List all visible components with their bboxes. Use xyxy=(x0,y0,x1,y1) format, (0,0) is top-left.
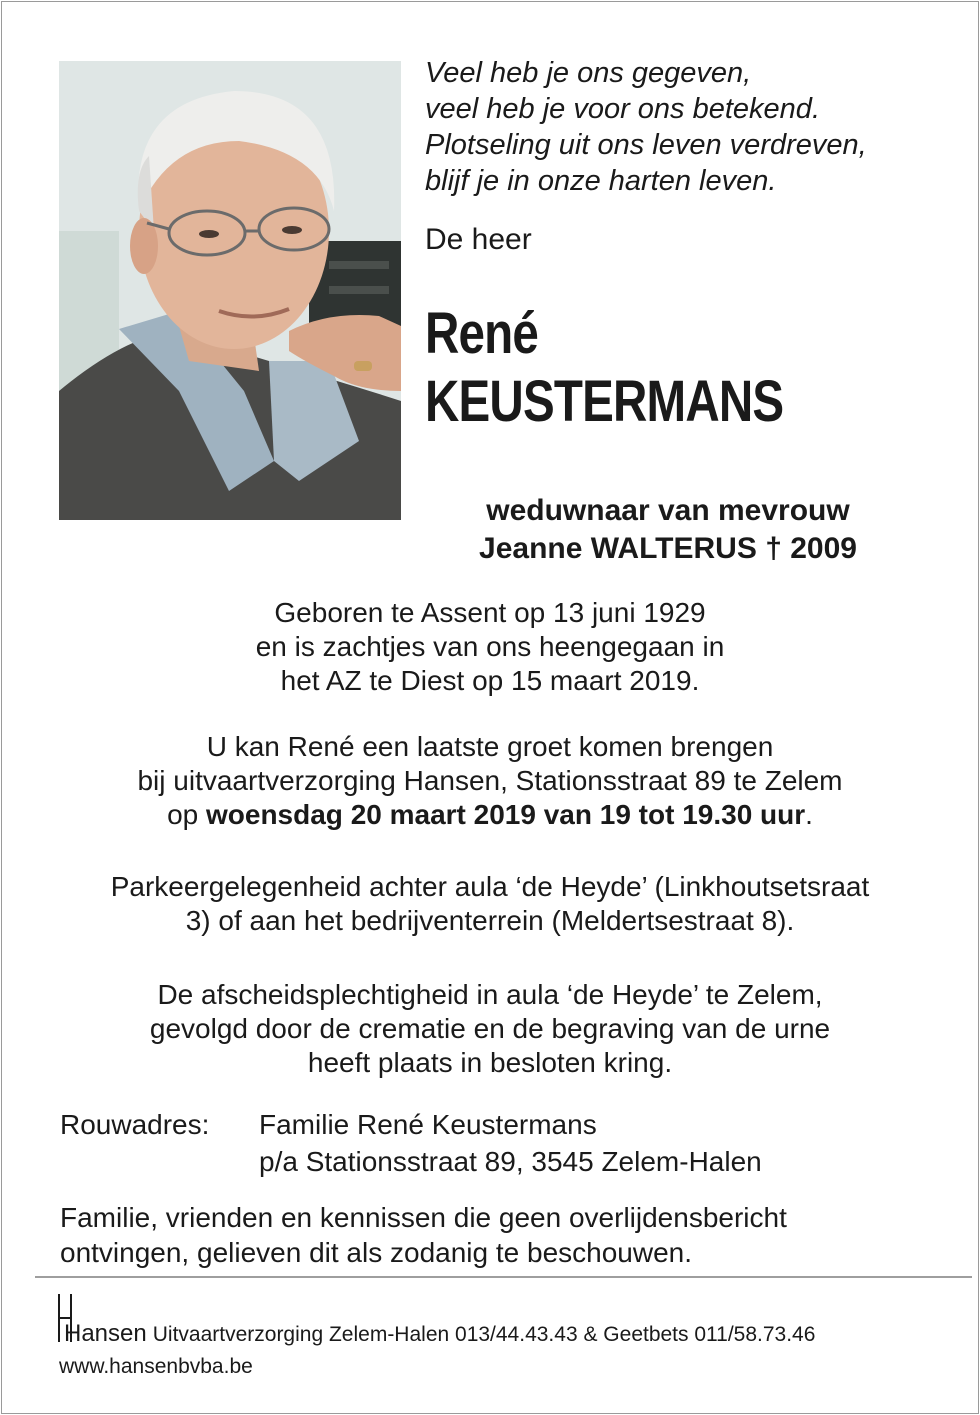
block-line: De afscheidsplechtigheid in aula ‘de Heyde’ te Zelem, xyxy=(157,979,823,1010)
block-line: bij uitvaartverzorging Hansen, Stationsstraat 89 te Zelem xyxy=(137,765,843,796)
block-line: ontvingen, gelieven dit als zodanig te beschouwen. xyxy=(60,1237,692,1268)
block-line: en is zachtjes van ons heengegaan in xyxy=(255,631,725,662)
last-name: KEUSTERMANS xyxy=(425,369,784,434)
closing-notice xyxy=(60,1200,787,1270)
block-line: heeft plaats in besloten kring. xyxy=(307,1047,673,1078)
poem-line: Veel heb je ons gegeven, xyxy=(425,57,752,89)
footer-text: Uitvaartverzorging Zelem-Halen 013/44.43.43 & Geetbets 011/58.73.46 xyxy=(152,1323,816,1346)
block-line: het AZ te Diest op 15 maart 2019. xyxy=(280,665,700,696)
parking-block xyxy=(40,870,940,938)
memorial-poem xyxy=(425,55,945,199)
poem-line: Plotseling uit ons leven verdreven, xyxy=(425,129,867,161)
address-label: Rouwadres: xyxy=(60,1109,210,1140)
text-span: . xyxy=(805,799,813,830)
block-line: Familie, vrienden en kennissen die geen overlijdensbericht xyxy=(60,1202,787,1233)
spouse-line: Jeanne WALTERUS † 2009 xyxy=(479,532,857,565)
brand-name: Hansen xyxy=(64,1320,147,1347)
block-line: Parkeergelegenheid achter aula ‘de Heyde’ (Linkhoutsetsraat xyxy=(110,871,870,902)
visitation-date-line xyxy=(40,798,940,832)
first-name: René xyxy=(425,301,539,366)
block-line: U kan René een laatste groet komen brengen xyxy=(206,731,774,762)
poem-line: blijf je in onze harten leven. xyxy=(425,165,777,197)
block-line: 3) of aan het bedrijventerrein (Meldertsestraat 8). xyxy=(185,905,795,936)
poem-line: veel heb je voor ons betekend. xyxy=(425,93,820,125)
widow-line: weduwnaar van mevrouw xyxy=(486,494,850,527)
footer-contact xyxy=(64,1321,815,1348)
visitation-date: woensdag 20 maart 2019 van 19 tot 19.30 uur xyxy=(206,799,806,830)
title-prefix: De heer xyxy=(425,223,532,256)
deceased-name xyxy=(425,300,783,436)
address-line: Familie René Keustermans xyxy=(259,1109,597,1140)
block-line: gevolgd door de crematie en de begraving van de urne xyxy=(149,1013,831,1044)
portrait-photo xyxy=(59,61,401,520)
text-span: op xyxy=(167,799,206,830)
address-line: p/a Stationsstraat 89, 3545 Zelem-Halen xyxy=(259,1146,762,1177)
visitation-block xyxy=(40,730,940,832)
birth-death-block xyxy=(40,596,940,698)
website-link[interactable]: www.hansenbvba.be xyxy=(59,1355,253,1378)
block-line: Geboren te Assent op 13 juni 1929 xyxy=(274,597,706,628)
divider xyxy=(35,1276,972,1278)
ceremony-block xyxy=(40,978,940,1080)
widow-notice xyxy=(418,492,918,568)
